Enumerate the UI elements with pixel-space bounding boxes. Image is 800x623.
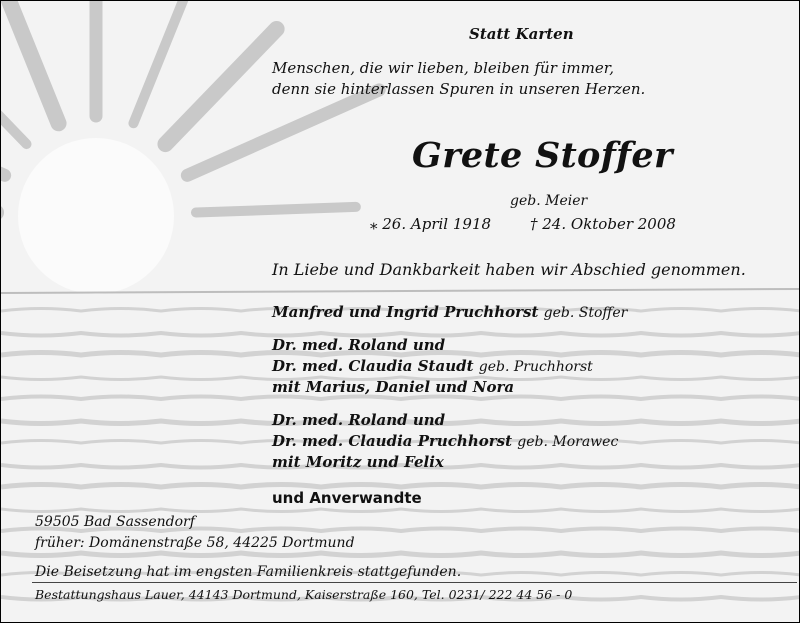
- family-member-name: Dr. med. Claudia Staudt: [272, 357, 474, 375]
- family-member-maiden-name: geb. Morawec: [517, 434, 619, 450]
- family-member-maiden-name: geb. Pruchhorst: [478, 359, 593, 375]
- birth-date: ⁎ 26. April 1918: [370, 215, 492, 233]
- address-line-2: früher: Domänenstraße 58, 44225 Dortmund: [35, 535, 355, 551]
- family-line: Dr. med. Roland und: [272, 336, 446, 354]
- family-member-name: Dr. med. Claudia Pruchhorst: [272, 432, 513, 450]
- farewell-text: In Liebe und Dankbarkeit haben wir Abschied genommen.: [272, 260, 746, 279]
- family-line: Dr. med. Roland und: [272, 411, 446, 429]
- address-line-1: 59505 Bad Sassendorf: [35, 514, 195, 530]
- relatives-line: und Anverwandte: [272, 489, 422, 507]
- sun-ray: [196, 207, 356, 213]
- family-member-name: Manfred und Ingrid Pruchhorst: [272, 303, 539, 321]
- sun-ray: [1, 1, 59, 123]
- water-ripple: [1, 553, 799, 556]
- motto-line-2: denn sie hinterlassen Spuren in unseren Herzen.: [272, 80, 646, 98]
- deceased-name: Grete Stoffer: [412, 135, 673, 176]
- sun-ray: [1, 90, 5, 175]
- divider: [32, 582, 797, 583]
- family-line: mit Moritz und Felix: [272, 453, 444, 471]
- header-statt-karten: Statt Karten: [469, 25, 574, 43]
- funeral-home-footer: Bestattungshaus Lauer, 44143 Dortmund, Kaiserstraße 160, Tel. 0231/ 222 44 56 - 0: [35, 587, 573, 602]
- water-ripple: [1, 397, 799, 400]
- motto-line-1: Menschen, die wir lieben, bleiben für immer,: [272, 59, 615, 77]
- family-line: [272, 357, 593, 375]
- birth-name: geb. Meier: [510, 193, 588, 209]
- family-line: [272, 303, 627, 321]
- water-ripple: [1, 509, 799, 512]
- family-line: mit Marius, Daniel und Nora: [272, 378, 515, 396]
- sun-ray: [165, 29, 276, 144]
- family-member-maiden-name: geb. Stoffer: [543, 305, 628, 321]
- water-ripple: [1, 485, 799, 488]
- family-line: [272, 432, 618, 450]
- funeral-note: Die Beisetzung hat im engsten Familienkreis stattgefunden.: [35, 564, 462, 580]
- death-date: † 24. Oktober 2008: [530, 215, 676, 233]
